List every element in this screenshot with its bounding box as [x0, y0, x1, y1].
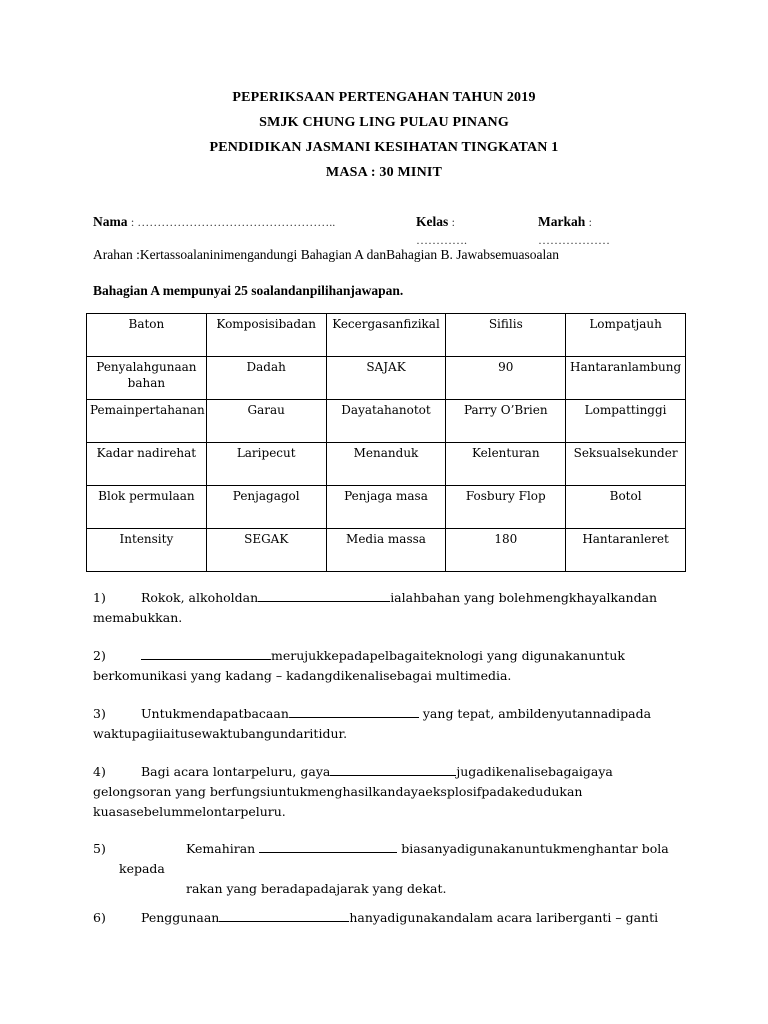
question-text: berkomunikasi yang kadang – kadangdikenalisebagai multimedia.	[93, 668, 512, 683]
table-cell: Kadar nadirehat	[87, 443, 207, 486]
name-label: Nama	[93, 214, 128, 229]
question-text: Kemahiran	[186, 841, 256, 856]
table-cell: Penjaga masa	[326, 486, 446, 529]
answer-blank[interactable]	[330, 762, 456, 776]
table-cell: 180	[446, 529, 566, 572]
table-row	[87, 486, 686, 529]
question-text: waktupagiiaitusewaktubangundaritidur.	[93, 726, 348, 741]
instructions: Arahan :Kertassoalaninimengandungi Bahagian A danBahagian B. Jawabsemuasoalan	[93, 247, 559, 262]
table-row	[87, 357, 686, 400]
marks-field	[538, 214, 592, 230]
table-cell: Hantaranlambung	[566, 357, 686, 400]
table-cell: Blok permulaan	[87, 486, 207, 529]
duration: MASA : 30 MINIT	[325, 165, 443, 180]
table-cell: Laripecut	[206, 443, 326, 486]
question-text: yang tepat, ambildenyutannadipada	[422, 706, 652, 721]
question-text: ialahbahan yang bolehmengkhayalkandan	[390, 590, 658, 605]
answer-blank[interactable]	[289, 704, 419, 718]
table-cell: Menanduk	[326, 443, 446, 486]
marks-colon: :	[588, 215, 592, 229]
table-row	[87, 529, 686, 572]
class-field	[416, 214, 455, 230]
question-1	[93, 588, 693, 628]
class-label: Kelas	[416, 214, 449, 229]
answer-blank[interactable]	[141, 646, 271, 660]
table-row	[87, 400, 686, 443]
question-number: 6)	[93, 910, 106, 925]
class-dots: ………….	[416, 233, 467, 247]
table-cell: Sifilis	[446, 314, 566, 357]
subject-title: PENDIDIKAN JASMANI KESIHATAN TINGKATAN 1	[209, 140, 559, 155]
table-cell: Komposisibadan	[206, 314, 326, 357]
table-cell: Media massa	[326, 529, 446, 572]
question-text: merujukkepadapelbagaiteknologi yang digunakanuntuk	[271, 648, 625, 663]
marks-label: Markah	[538, 214, 586, 229]
table-cell: Botol	[566, 486, 686, 529]
table-cell: Dayatahanotot	[326, 400, 446, 443]
section-a-title: Bahagian A mempunyai 25 soalandanpilihanjawapan.	[93, 283, 404, 298]
table-cell: Parry O’Brien	[446, 400, 566, 443]
question-text: rakan yang beradapadajarak yang dekat.	[186, 881, 447, 896]
name-field	[93, 214, 335, 230]
table-cell: Penjagagol	[206, 486, 326, 529]
table-cell: Baton	[87, 314, 207, 357]
table-row	[87, 443, 686, 486]
table-cell: Dadah	[206, 357, 326, 400]
word-table	[86, 313, 686, 572]
question-4	[93, 762, 693, 822]
question-5	[93, 839, 693, 899]
answer-blank[interactable]	[258, 588, 390, 602]
class-colon: :	[451, 215, 455, 229]
question-number: 2)	[93, 648, 106, 663]
question-text: Bagi acara lontarpeluru, gaya	[141, 764, 331, 779]
question-2	[93, 646, 693, 686]
table-cell: Penyalahgunaan bahan	[87, 357, 207, 400]
table-cell: Intensity	[87, 529, 207, 572]
question-text: kuasasebelummelontarpeluru.	[93, 804, 286, 819]
question-number: 5)	[93, 841, 106, 856]
question-text: biasanyadigunakanuntukmenghantar bola	[401, 841, 669, 856]
question-6	[93, 908, 693, 928]
table-cell: SEGAK	[206, 529, 326, 572]
question-text: gelongsoran yang berfungsiuntukmenghasilkandayaeksplosifpadakedudukan	[93, 784, 583, 799]
table-cell: Garau	[206, 400, 326, 443]
table-cell: Kelenturan	[446, 443, 566, 486]
question-number: 4)	[93, 764, 106, 779]
question-text: Rokok, alkoholdan	[141, 590, 259, 605]
question-number: 3)	[93, 706, 106, 721]
table-cell: Seksualsekunder	[566, 443, 686, 486]
answer-blank[interactable]	[219, 908, 349, 922]
table-cell: Lompattinggi	[566, 400, 686, 443]
question-3	[93, 704, 693, 744]
question-text: jugadikenalisebagaigaya	[456, 764, 613, 779]
table-row	[87, 314, 686, 357]
answer-blank[interactable]	[259, 839, 397, 853]
table-cell: Pemainpertahanan	[87, 400, 207, 443]
question-text: Untukmendapatbacaan	[141, 706, 289, 721]
question-text: Penggunaan	[141, 910, 220, 925]
table-cell: SAJAK	[326, 357, 446, 400]
marks-dots: ………………	[538, 233, 610, 247]
table-cell: Kecergasanfizikal	[326, 314, 446, 357]
table-cell: Fosbury Flop	[446, 486, 566, 529]
question-number: 1)	[93, 590, 106, 605]
question-text: memabukkan.	[93, 610, 183, 625]
school-name: SMJK CHUNG LING PULAU PINANG	[259, 115, 509, 130]
table-cell: 90	[446, 357, 566, 400]
name-dots: : …………………………………………..	[130, 215, 336, 229]
table-cell: Lompatjauh	[566, 314, 686, 357]
question-text: hanyadigunakandalam acara lariberganti – ganti	[349, 910, 659, 925]
question-text: kepada	[119, 861, 165, 876]
table-cell: Hantaranleret	[566, 529, 686, 572]
exam-title: PEPERIKSAAN PERTENGAHAN TAHUN 2019	[232, 90, 536, 105]
